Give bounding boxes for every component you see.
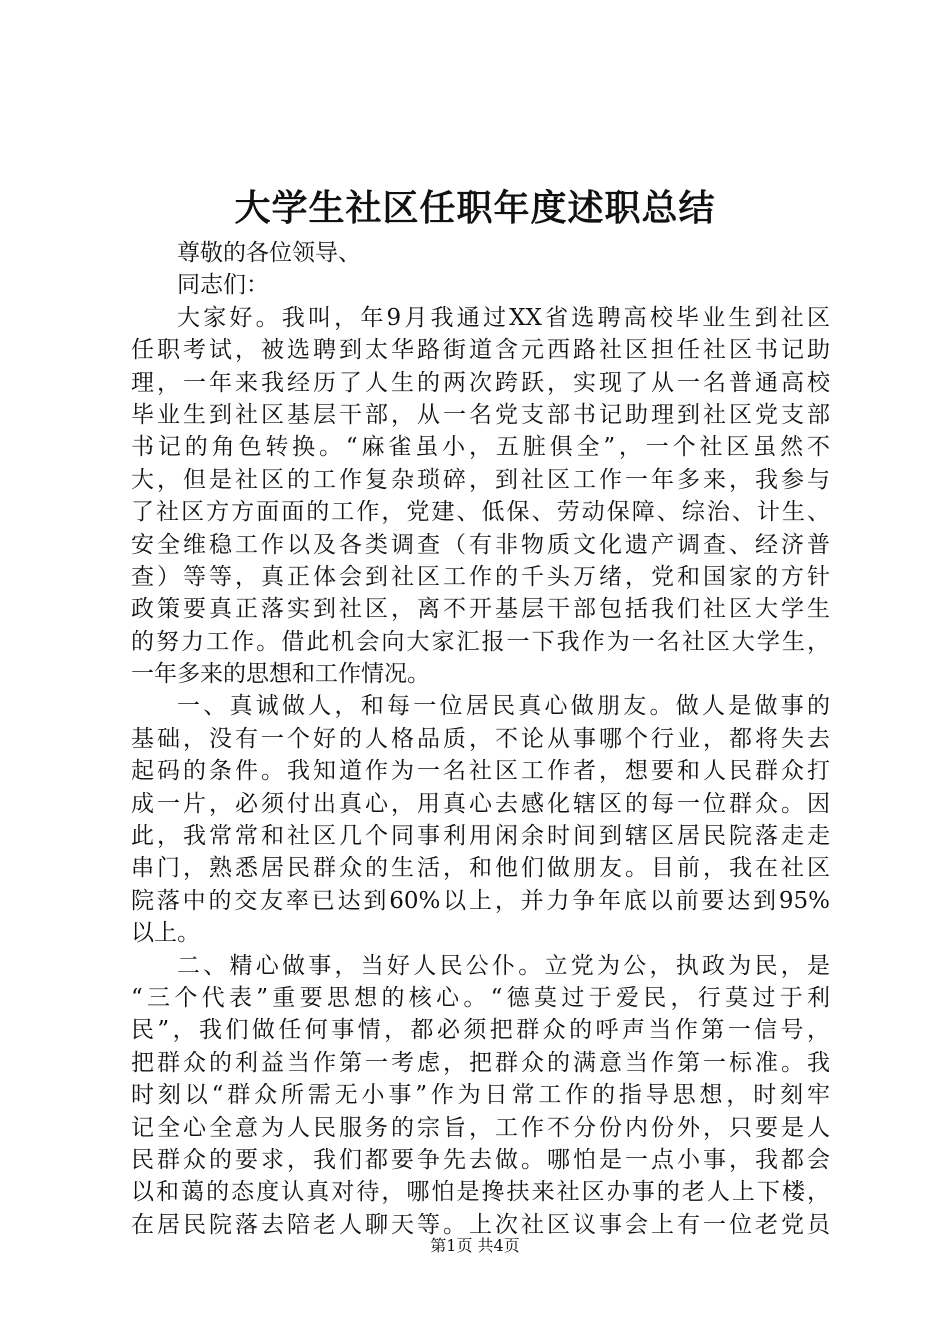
document-body (131, 237, 830, 1241)
text-line: 成一片，必须付出真心，用真心去感化辖区的每一位群众。因 (131, 790, 830, 817)
text-line: 以和蔼的态度认真对待，哪怕是搀扶来社区办事的老人上下楼， (131, 1179, 830, 1206)
text-line: 书记的角色转换。“麻雀虽小，五脏俱全”，一个社区虽然不 (131, 434, 830, 461)
text-line: 查）等等，真正体会到社区工作的千头万绪，党和国家的方针 (131, 563, 830, 590)
text-line: 大，但是社区的工作复杂琐碎，到社区工作一年多来，我参与 (131, 466, 830, 493)
text-line: 以上。 (131, 920, 200, 947)
text-line: 安全维稳工作以及各类调查（有非物质文化遗产调查、经济普 (131, 531, 830, 558)
text-line: 毕业生到社区基层干部，从一名党支部书记助理到社区党支部 (131, 401, 830, 428)
text-line: 记全心全意为人民服务的宗旨，工作不分份内份外，只要是人 (131, 1114, 830, 1141)
text-line: 时刻以“群众所需无小事”作为日常工作的指导思想，时刻牢 (131, 1082, 830, 1109)
text-line: 一、真诚做人，和每一位居民真心做朋友。做人是做事的 (177, 693, 830, 720)
text-line: 了社区方方面面的工作，党建、低保、劳动保障、综治、计生、 (131, 499, 830, 526)
text-line: 民”，我们做任何事情，都必须把群众的呼声当作第一信号， (131, 1017, 830, 1044)
text-line: 在居民院落去陪老人聊天等。上次社区议事会上有一位老党员 (131, 1211, 830, 1238)
document-title: 大学生社区任职年度述职总结 (234, 187, 716, 229)
text-line: 民群众的要求，我们都要争先去做。哪怕是一点小事，我都会 (131, 1146, 830, 1173)
text-line: 基础，没有一个好的人格品质，不论从事哪个行业，都将失去 (131, 725, 830, 752)
text-line: 此，我常常和社区几个同事利用闲余时间到辖区居民院落走走 (131, 823, 830, 850)
text-line: 起码的条件。我知道作为一名社区工作者，想要和人民群众打 (131, 758, 830, 785)
text-line: 尊敬的各位领导、 (177, 240, 361, 266)
text-line: 的努力工作。借此机会向大家汇报一下我作为一名社区大学生， (131, 628, 830, 655)
text-line: 院落中的交友率已达到60%以上，并力争年底以前要达到95% (131, 887, 830, 914)
text-line: 串门，熟悉居民群众的生活，和他们做朋友。目前，我在社区 (131, 855, 830, 882)
page-footer: 第1页 共4页 (430, 1236, 520, 1255)
text-line: 把群众的利益当作第一考虑，把群众的满意当作第一标准。我 (131, 1049, 830, 1076)
text-line: 一年多来的思想和工作情况。 (131, 661, 430, 688)
text-line: 任职考试，被选聘到太华路街道含元西路社区担任社区书记助 (131, 337, 830, 364)
text-line: 大家好。我叫，年9月我通过XX省选聘高校毕业生到社区 (177, 304, 830, 331)
text-line: 政策要真正落实到社区，离不开基层干部包括我们社区大学生 (131, 596, 830, 623)
text-line: 同志们： (177, 272, 269, 299)
text-line: “三个代表”重要思想的核心。“德莫过于爱民，行莫过于利 (131, 984, 830, 1011)
text-line: 理，一年来我经历了人生的两次跨跃，实现了从一名普通高校 (131, 369, 830, 396)
text-line: 二、精心做事，当好人民公仆。立党为公，执政为民，是 (177, 952, 830, 979)
